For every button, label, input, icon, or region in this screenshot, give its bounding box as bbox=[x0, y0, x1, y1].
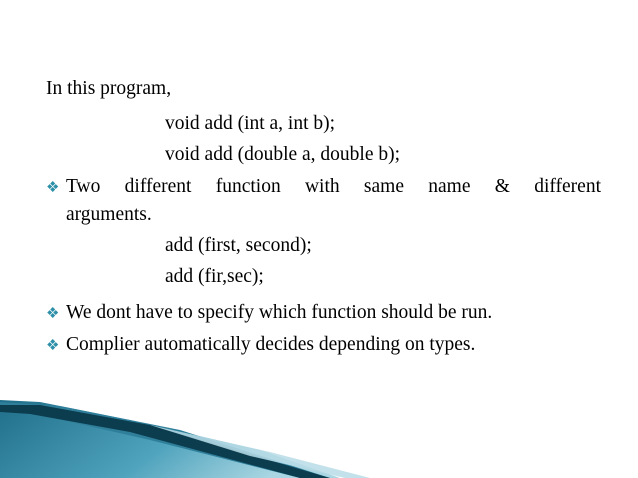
diamond-bullet-icon: ❖ bbox=[46, 306, 60, 322]
code-line-1: void add (int a, int b); bbox=[165, 113, 336, 134]
bullet-2-text: We dont have to specify which function should be run. bbox=[66, 302, 493, 323]
bullet-1-text: Two different function with same name & different bbox=[66, 176, 601, 197]
code-line-4: add (fir,sec); bbox=[165, 266, 264, 287]
code-line-3: add (first, second); bbox=[165, 235, 312, 256]
intro-text: In this program, bbox=[46, 78, 172, 99]
diamond-bullet-icon: ❖ bbox=[46, 338, 60, 354]
bullet-1-continuation: arguments. bbox=[66, 204, 152, 225]
diamond-bullet-icon: ❖ bbox=[46, 180, 60, 196]
bullet-3-text: Complier automatically decides depending on types. bbox=[66, 334, 476, 355]
code-line-2: void add (double a, double b); bbox=[165, 144, 401, 165]
